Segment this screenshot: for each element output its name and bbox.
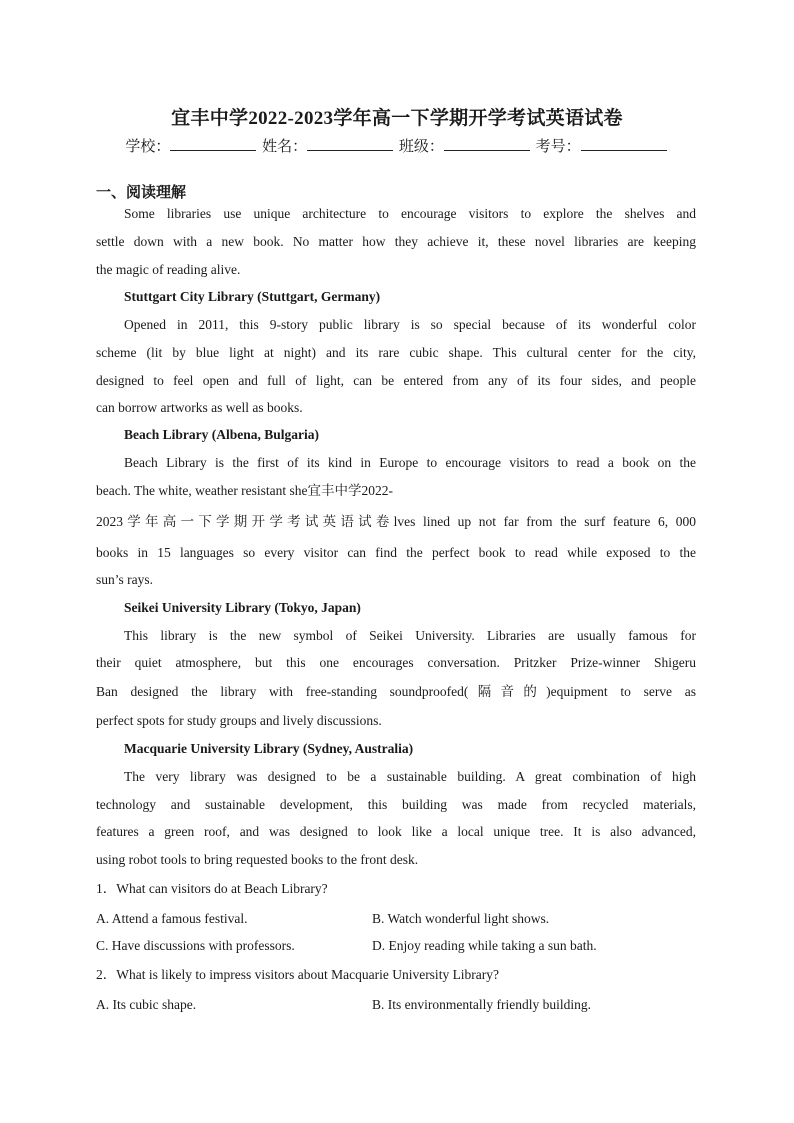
seikei-line: their quiet atmosphere, but this one encourages conversation. Pritzker Prize-winner Shigeru bbox=[96, 655, 696, 670]
student-info-line bbox=[0, 135, 794, 156]
beach-line: sun’s rays. bbox=[96, 572, 153, 587]
question-stem: 1．What can visitors do at Beach Library? bbox=[96, 881, 328, 896]
library-heading-stuttgart: Stuttgart City Library (Stuttgart, Germany) bbox=[124, 289, 381, 304]
stuttgart-line: designed to feel open and full of light, can be entered from any of its four sides, and people bbox=[96, 373, 696, 388]
stuttgart-line: Opened in 2011, this 9-story public library is so special because of its wonderful color bbox=[124, 317, 696, 332]
library-heading-macquarie: Macquarie University Library (Sydney, Australia) bbox=[124, 741, 414, 756]
macquarie-line: using robot tools to bring requested books to the front desk. bbox=[96, 852, 419, 867]
answer-option-a[interactable]: A. Its cubic shape. bbox=[96, 997, 197, 1012]
library-heading-beach: Beach Library (Albena, Bulgaria) bbox=[124, 427, 319, 442]
macquarie-line: features a green roof, and was designed to look like a local unique tree. It is also advanced, bbox=[96, 824, 696, 839]
name-blank[interactable] bbox=[307, 136, 393, 151]
answer-option-d[interactable]: D. Enjoy reading while taking a sun bath. bbox=[372, 938, 597, 953]
section-heading: 一、阅读理解 bbox=[96, 185, 187, 201]
name-label: 姓名： bbox=[262, 139, 308, 155]
beach-line: beach. The white, weather resistant she宜丰中学2022- bbox=[96, 483, 394, 498]
intro-line: the magic of reading alive. bbox=[96, 262, 241, 277]
question-stem: 2．What is likely to impress visitors about Macquarie University Library? bbox=[96, 967, 500, 982]
answer-option-a[interactable]: A. Attend a famous festival. bbox=[96, 911, 248, 926]
intro-line: settle down with a new book. No matter how they achieve it, these novel libraries are keeping bbox=[96, 234, 696, 249]
stuttgart-line: can borrow artworks as well as books. bbox=[96, 400, 303, 415]
macquarie-line: technology and sustainable development, this building was made from recycled materials, bbox=[96, 797, 696, 812]
number-label: 考号： bbox=[535, 139, 581, 155]
beach-line: books in 15 languages so every visitor can find the perfect book to read while exposed to the bbox=[96, 545, 696, 560]
school-label: 学校： bbox=[125, 139, 171, 155]
exam-title: 宜丰中学2022-2023学年高一下学期开学考试英语试卷 bbox=[171, 108, 623, 129]
answer-option-b[interactable]: B. Its environmentally friendly building. bbox=[372, 997, 591, 1012]
school-blank[interactable] bbox=[170, 136, 256, 151]
intro-line: Some libraries use unique architecture to encourage visitors to explore the shelves and bbox=[124, 206, 696, 221]
class-blank[interactable] bbox=[444, 136, 530, 151]
class-label: 班级： bbox=[398, 139, 444, 155]
number-blank[interactable] bbox=[581, 136, 667, 151]
library-heading-seikei: Seikei University Library (Tokyo, Japan) bbox=[124, 600, 361, 615]
seikei-line: Ban designed the library with free-standing soundproofed(隔音的)equipment to serve as bbox=[96, 684, 696, 699]
answer-option-b[interactable]: B. Watch wonderful light shows. bbox=[372, 911, 550, 926]
beach-line: Beach Library is the first of its kind in Europe to encourage visitors to read a book on the bbox=[124, 455, 696, 470]
macquarie-line: The very library was designed to be a sustainable building. A great combination of high bbox=[124, 769, 696, 784]
beach-line: 2023学年高一下学期开学考试英语试卷lves lined up not far from the surf feature 6, 000 bbox=[96, 514, 696, 529]
answer-option-c[interactable]: C. Have discussions with professors. bbox=[96, 938, 295, 953]
seikei-line: This library is the new symbol of Seikei University. Libraries are usually famous for bbox=[124, 628, 696, 643]
seikei-line: perfect spots for study groups and lively discussions. bbox=[96, 713, 382, 728]
stuttgart-line: scheme (lit by blue light at night) and its rare cubic shape. This cultural center for the city, bbox=[96, 345, 696, 360]
